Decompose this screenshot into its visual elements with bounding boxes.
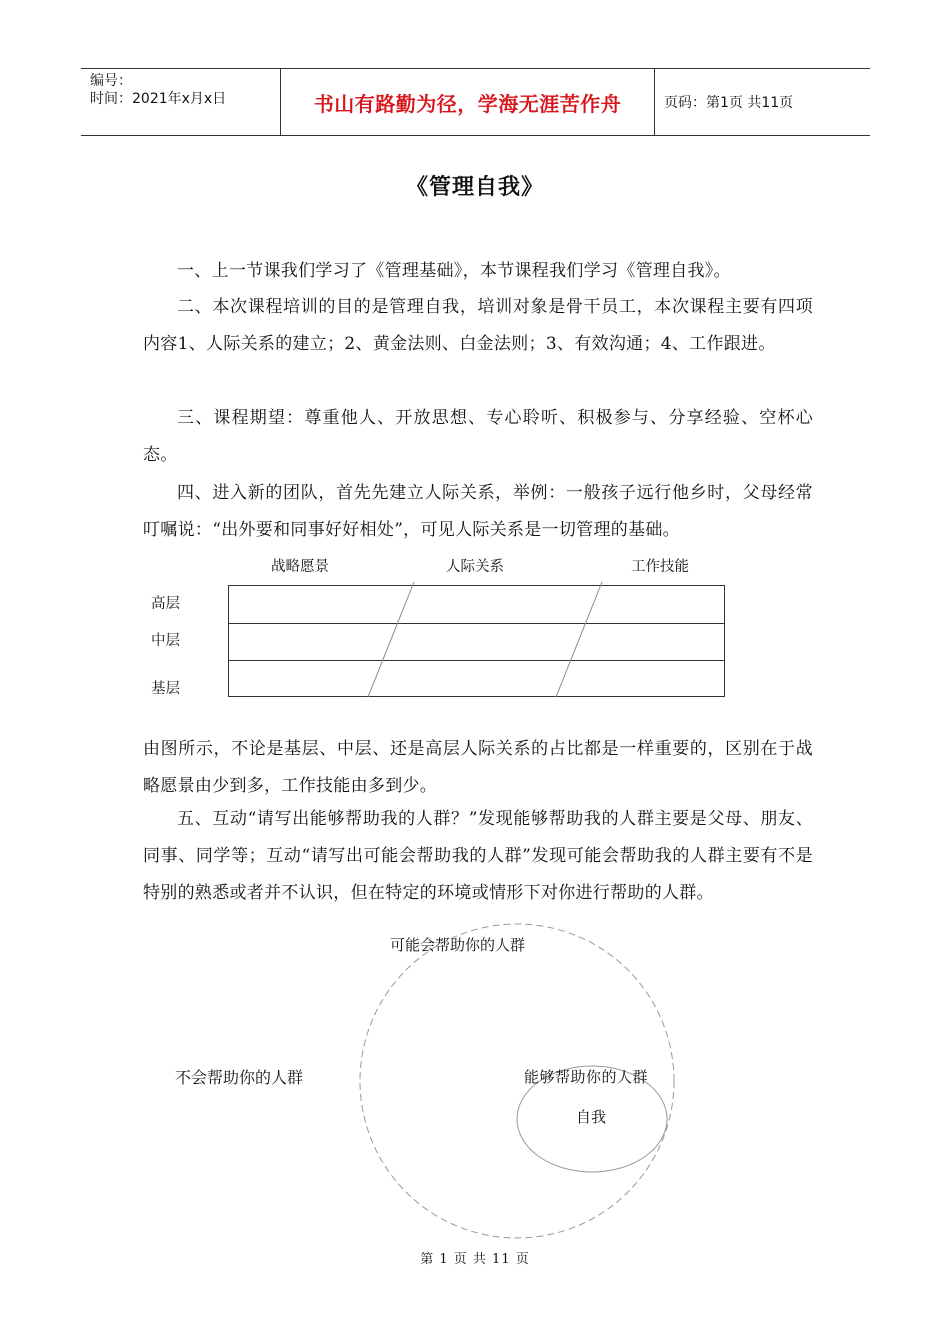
time-label: 时间：2021年x月x日 [90,91,227,107]
column-label-skills: 工作技能 [631,559,689,575]
document-title: 《管理自我》 [405,174,544,200]
outside-label: 不会帮助你的人群 [175,1068,304,1087]
paragraph-6: 五、互动“请写出能够帮助我的人群？”发现能够帮助我的人群主要是父母、朋友、同事、同学等；互动“请写出可能会帮助我的人群”发现可能会帮助我的人群主要有不是特别的熟悉或者并不认识，但在特定的环境或情形下对你进行帮助的人群。 [143,809,813,903]
column-label-relations: 人际关系 [446,559,504,575]
diagonal-divider-left [368,582,414,697]
paragraph-2: 二、本次课程培训的目的是管理自我，培训对象是骨干员工，本次课程主要有四项内容1、人际关系的建立；2、黄金法则、白金法则；3、有效沟通；4、工作跟进。 [143,297,813,354]
outer-circle-label: 可能会帮助你的人群 [390,936,526,954]
row-label-base: 基层 [151,681,180,697]
column-label-strategy: 战略愿景 [271,559,329,575]
paragraph-1: 一、上一节课我们学习了《管理基础》，本节课程我们学习《管理自我》。 [177,261,731,281]
number-label: 编号： [90,73,132,89]
page-info: 页码：第1页 共11页 [664,95,794,111]
row-label-top: 高层 [151,596,180,612]
row-label-middle: 中层 [151,633,180,649]
inner-circle-label: 能够帮助你的人群 [524,1068,649,1086]
paragraph-3: 三、课程期望：尊重他人、开放思想、专心聆听、积极参与、分享经验、空杯心态。 [143,408,813,465]
paragraph-4: 四、进入新的团队，首先先建立人际关系，举例：一般孩子远行他乡时，父母经常叮嘱说：“出外要和同事好好相处”，可见人际关系是一切管理的基础。 [143,483,813,540]
page-footer: 第 1 页 共 11 页 [420,1252,530,1267]
motto: 书山有路勤为径，学海无涯苦作舟 [313,91,622,116]
diagonal-divider-right [556,582,602,697]
paragraph-5: 由图所示，不论是基层、中层、还是高层人际关系的占比都是一样重要的，区别在于战略愿景由少到多，工作技能由多到少。 [143,739,813,796]
self-label: 自我 [576,1108,607,1126]
